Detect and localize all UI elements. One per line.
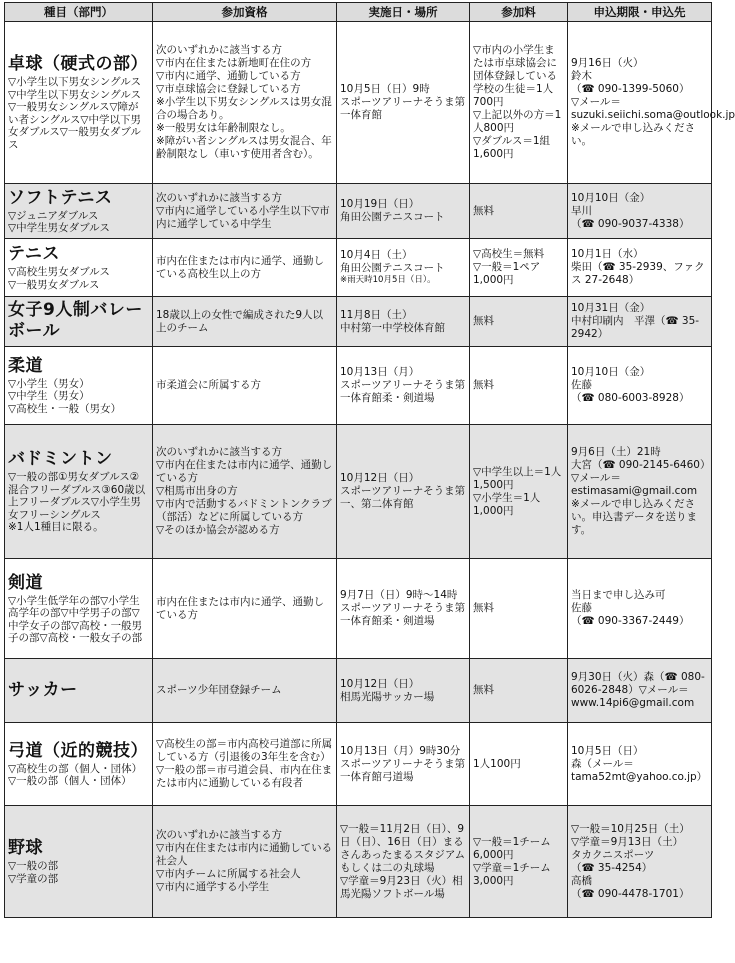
cell-line: ▽市内在住または新地町在住の方 (156, 57, 312, 69)
deadline-contact-cell (568, 723, 712, 806)
cell-line: 鈴木 (571, 70, 592, 82)
cell-line: ▽一般の部①男女ダブルス②混合フリーダブルス③60歳以上フリーダブルス▽小学生男女フリーシングルス (8, 471, 146, 521)
cell-line: 9月30日（火）森（☎ 080-6026-2848）▽メール＝www.14pi6@gmail.com (571, 671, 705, 709)
cell-line: ▽市内に通学している小学生以下▽市内に通学している中学生 (156, 204, 330, 230)
cell-line: 次のいずれかに該当する方 (156, 829, 282, 841)
cell-line: （☎ 090-4478-1701） (571, 887, 690, 900)
cell-line: ▽上記以外の方＝1人800円 (473, 109, 562, 134)
event-divisions (8, 595, 149, 645)
cell-line: ※1人1種目に限る。 (8, 521, 104, 534)
event-divisions (8, 76, 149, 151)
fee-cell (470, 659, 568, 723)
cell-line: ▽学童＝1チーム3,000円 (473, 861, 551, 887)
qualification-cell (153, 659, 337, 723)
cell-line: ▽学童＝9月23日（火）相馬光陽ソフトボール場 (340, 874, 463, 900)
cell-line: ▽相馬市出身の方 (156, 485, 238, 497)
cell-line: 柴田（☎ 35-2939、ファクス 27-2648） (571, 261, 705, 286)
fee-cell (470, 723, 568, 806)
event-divisions (8, 860, 149, 885)
cell-line: 18歳以上の女性で編成された9人以上のチーム (156, 308, 324, 334)
event-cell (5, 239, 153, 297)
cell-line: 無料 (473, 315, 494, 327)
cell-line: ▽市内在住または市内に通勤している社会人 (156, 842, 333, 867)
event-cell (5, 723, 153, 806)
cell-line: ※小学生以下男女シングルスは男女混合の場合あり。 (156, 96, 332, 121)
deadline-contact-cell (568, 239, 712, 297)
cell-line: スポーツアリーナそうま第一体育館 (340, 96, 466, 121)
cell-line: ▽高校生男女ダブルス (8, 266, 110, 278)
date-place-cell (337, 425, 470, 559)
cell-line: 11月8日（土） (340, 308, 413, 321)
cell-line: タカクニスポーツ (571, 848, 655, 861)
cell-line: 10月13日（月） (340, 366, 420, 378)
event-cell (5, 659, 153, 723)
cell-line: （☎ 090-9037-4338） (571, 217, 690, 230)
cell-line: 早川 (571, 204, 592, 217)
cell-line: 無料 (473, 204, 494, 217)
cell-line: 中村第一中学校体育館 (340, 321, 445, 334)
cell-line: （☎ 090-1399-5060） (571, 83, 690, 95)
cell-line: スポーツアリーナそうま第一体育館柔・剣道場 (340, 379, 466, 404)
deadline-contact-cell (568, 559, 712, 659)
cell-line: 当日まで申し込み可 (571, 589, 666, 601)
qualification-cell (153, 806, 337, 918)
event-name: 女子9人制バレーボール (8, 300, 143, 341)
cell-line: ▽中学生以上＝1人1,500円 (473, 465, 562, 491)
cell-line: 10月1日（水） (571, 248, 644, 260)
event-name: サッカー (8, 679, 78, 700)
deadline-contact-cell (568, 806, 712, 918)
qualification-cell (153, 184, 337, 239)
fee-cell (470, 297, 568, 347)
qualification-cell (153, 22, 337, 184)
cell-line: 10月31日（金） (571, 302, 651, 314)
event-cell (5, 184, 153, 239)
cell-line: ▽市内に通学する小学生 (156, 881, 270, 893)
cell-line: 10月13日（月）9時30分 (340, 744, 461, 757)
cell-line: ▽小学生＝1人1,000円 (473, 491, 541, 517)
event-name: テニス (8, 244, 60, 264)
event-name: ソフトテニス (8, 187, 113, 208)
deadline-contact-cell (568, 425, 712, 559)
table-row (5, 559, 712, 659)
date-place-cell (337, 559, 470, 659)
cell-line: ▽高校生＝無料 (473, 248, 545, 260)
event-name: 柔道 (8, 355, 43, 376)
cell-line: 10月10日（金） (571, 191, 651, 204)
date-place-cell (337, 184, 470, 239)
cell-line: 大宮（☎ 090-2145-6460） (571, 459, 711, 471)
cell-line: （☎ 35-4254） (571, 861, 653, 874)
date-place-cell (337, 723, 470, 806)
cell-line: スポーツアリーナそうま第一、第二体育館 (340, 485, 466, 510)
qualification-cell (153, 425, 337, 559)
header-deadline: 申込期限・申込先 (568, 3, 712, 22)
cell-line: 高橋 (571, 874, 592, 887)
rain-note: ※雨天時10月5日（日）。 (340, 275, 436, 285)
event-divisions (8, 378, 149, 416)
cell-line: ※障がい者シングルスは男女混合、年齢制限なし（車いす使用者含む）。 (156, 135, 332, 160)
fee-cell (470, 806, 568, 918)
header-date-place: 実施日・場所 (337, 3, 470, 22)
cell-line: ▽小学生以下男女シングルス▽中学生以下男女シングルス▽一般男女シングルス▽障がい者シングルス▽中学以下男女ダブルス▽一般男女ダブルス (8, 76, 141, 151)
event-name: バドミントン (8, 449, 113, 470)
cell-line: ▽学童＝9月13日（土） (571, 835, 684, 848)
header-qualification: 参加資格 (153, 3, 337, 22)
date-place-cell (337, 806, 470, 918)
deadline-contact-cell (568, 659, 712, 723)
event-cell (5, 559, 153, 659)
cell-line: スポーツアリーナそうま第一体育館弓道場 (340, 757, 466, 783)
cell-line: ▽一般＝11月2日（日）、9日（日）、16日（日）まるさんあったまるスタジアムもしくは二の丸球場 (340, 822, 466, 874)
event-cell (5, 297, 153, 347)
cell-line: 市柔道会に所属する方 (156, 379, 261, 391)
cell-line: 中村印刷内 平澤（☎ 35-2942） (571, 315, 700, 340)
cell-line: （☎ 090-3367-2449） (571, 615, 690, 627)
table-row (5, 297, 712, 347)
cell-line: 佐藤 (571, 602, 592, 614)
cell-line: ▽小学生低学年の部▽小学生高学年の部▽中学男子の部▽中学女子の部▽高校・一般男子の部▽高校・一般女子の部 (8, 594, 143, 644)
fee-cell (470, 347, 568, 425)
cell-line: ▽メール＝estimasami@gmail.com (571, 472, 698, 497)
cell-line: ▽一般＝1チーム6,000円 (473, 835, 551, 861)
date-place-cell (337, 22, 470, 184)
deadline-contact-cell (568, 347, 712, 425)
cell-line: 角田公園テニスコート (340, 262, 445, 274)
event-cell (5, 22, 153, 184)
qualification-cell (153, 723, 337, 806)
cell-line: ▽メール＝suzuki.seiichi.soma@outlook.jp (571, 96, 735, 121)
deadline-contact-cell (568, 297, 712, 347)
cell-line: ▽ダブルス＝1組1,600円 (473, 135, 551, 160)
cell-line: 9月7日（日）9時～14時 (340, 589, 458, 601)
table-row (5, 806, 712, 918)
cell-line: 10月5日（日） (571, 744, 644, 757)
cell-line: 角田公園テニスコート (340, 211, 445, 223)
table-row (5, 22, 712, 184)
cell-line: 森（メール＝tama52mt@yahoo.co.jp） (571, 757, 708, 783)
cell-line: 10月19日（日） (340, 198, 420, 210)
table-row (5, 184, 712, 239)
cell-line: ▽市内の小学生または市卓球協会に団体登録している学校の生徒＝1人700円 (473, 44, 557, 108)
header-event: 種目（部門） (5, 3, 153, 22)
cell-line: 市内在住または市内に通学、通勤している高校生以上の方 (156, 254, 324, 280)
date-place-cell (337, 239, 470, 297)
qualification-cell (153, 347, 337, 425)
qualification-cell (153, 559, 337, 659)
event-cell (5, 806, 153, 918)
cell-line: ▽市内で活動するバドミントンクラブ（部活）などに所属している方 (156, 498, 332, 523)
cell-line: 佐藤 (571, 379, 592, 391)
event-divisions (8, 266, 149, 291)
table-row (5, 347, 712, 425)
cell-line: ▽市内在住または市内に通学、通勤している方 (156, 459, 333, 484)
cell-line: 無料 (473, 684, 494, 696)
cell-line: ▽一般＝1ペア1,000円 (473, 261, 541, 286)
cell-line: 市内在住または市内に通学、通勤している方 (156, 595, 324, 621)
cell-line: ▽ジュニアダブルス (8, 209, 99, 222)
cell-line: ▽一般＝10月25日（土） (571, 822, 690, 835)
cell-line: ※メールで申し込みください。申込書データを送ります。 (571, 498, 697, 536)
cell-line: 1人100円 (473, 757, 521, 770)
fee-cell (470, 239, 568, 297)
cell-line: 10月4日（土） (340, 249, 413, 261)
event-name: 剣道 (8, 572, 43, 593)
cell-line: ▽高校生・一般（男女） (8, 402, 122, 415)
cell-line: 10月10日（金） (571, 366, 651, 378)
sports-event-table (4, 2, 735, 918)
cell-line: スポーツアリーナそうま第一体育館柔・剣道場 (340, 602, 466, 627)
table-header-row (5, 3, 712, 22)
event-name: 野球 (8, 838, 43, 858)
date-place-cell (337, 659, 470, 723)
event-cell (5, 425, 153, 559)
deadline-contact-cell (568, 22, 735, 184)
cell-line: 次のいずれかに該当する方 (156, 446, 282, 458)
cell-line: ▽そのほか協会が認める方 (156, 524, 280, 536)
cell-line: 10月12日（日） (340, 677, 420, 690)
table-row (5, 659, 712, 723)
cell-line: ▽高校生の部（個人・団体）▽一般の部（個人・団体） (8, 762, 143, 787)
cell-line: ▽中学生（男女） (8, 390, 90, 403)
cell-line: ▽小学生（男女） (8, 377, 90, 390)
cell-line: ▽市卓球協会に登録している方 (156, 83, 301, 95)
fee-cell (470, 425, 568, 559)
cell-line: 無料 (473, 379, 494, 391)
date-place-cell (337, 297, 470, 347)
qualification-cell (153, 239, 337, 297)
header-fee: 参加料 (470, 3, 568, 22)
event-name: 弓道（近的競技） (8, 740, 148, 761)
cell-line: ▽市内チームに所属する社会人 (156, 868, 301, 880)
cell-line: ▽中学生男女ダブルス (8, 222, 110, 234)
cell-line: 相馬光陽サッカー場 (340, 690, 435, 703)
event-name: 卓球（硬式の部） (8, 54, 148, 74)
cell-line: 9月16日（火） (571, 57, 644, 69)
cell-line: ※メールで申し込みください。 (571, 122, 696, 147)
cell-line: ※一般男女は年齢制限なし。 (156, 122, 291, 134)
cell-line: ▽学童の部 (8, 872, 59, 885)
cell-line: 10月5日（日）9時 (340, 83, 430, 95)
cell-line: （☎ 080-6003-8928） (571, 392, 690, 404)
table-row (5, 723, 712, 806)
cell-line: 次のいずれかに該当する方 (156, 191, 282, 204)
cell-line: 無料 (473, 602, 494, 614)
qualification-cell (153, 297, 337, 347)
fee-cell (470, 22, 568, 184)
date-place-cell (337, 347, 470, 425)
cell-line: 次のいずれかに該当する方 (156, 44, 282, 56)
fee-cell (470, 184, 568, 239)
cell-line: ▽市内に通学、通勤している方 (156, 70, 301, 82)
event-divisions (8, 763, 149, 788)
cell-line: 9月6日（土）21時 (571, 446, 661, 458)
event-divisions (8, 471, 149, 534)
event-divisions (8, 210, 149, 235)
cell-line: ▽一般男女ダブルス (8, 278, 100, 291)
cell-line: ▽高校生の部＝市内高校弓道部に所属している方（引退後の3年生を含む）▽一般の部＝市弓道会員、市内在住または市内に通勤している有段者 (156, 738, 333, 789)
fee-cell (470, 559, 568, 659)
deadline-contact-cell (568, 184, 712, 239)
event-cell (5, 347, 153, 425)
cell-line: ▽一般の部 (8, 860, 59, 872)
cell-line: スポーツ少年団登録チーム (156, 684, 282, 696)
table-row (5, 425, 712, 559)
table-row (5, 239, 712, 297)
cell-line: 10月12日（日） (340, 472, 420, 484)
